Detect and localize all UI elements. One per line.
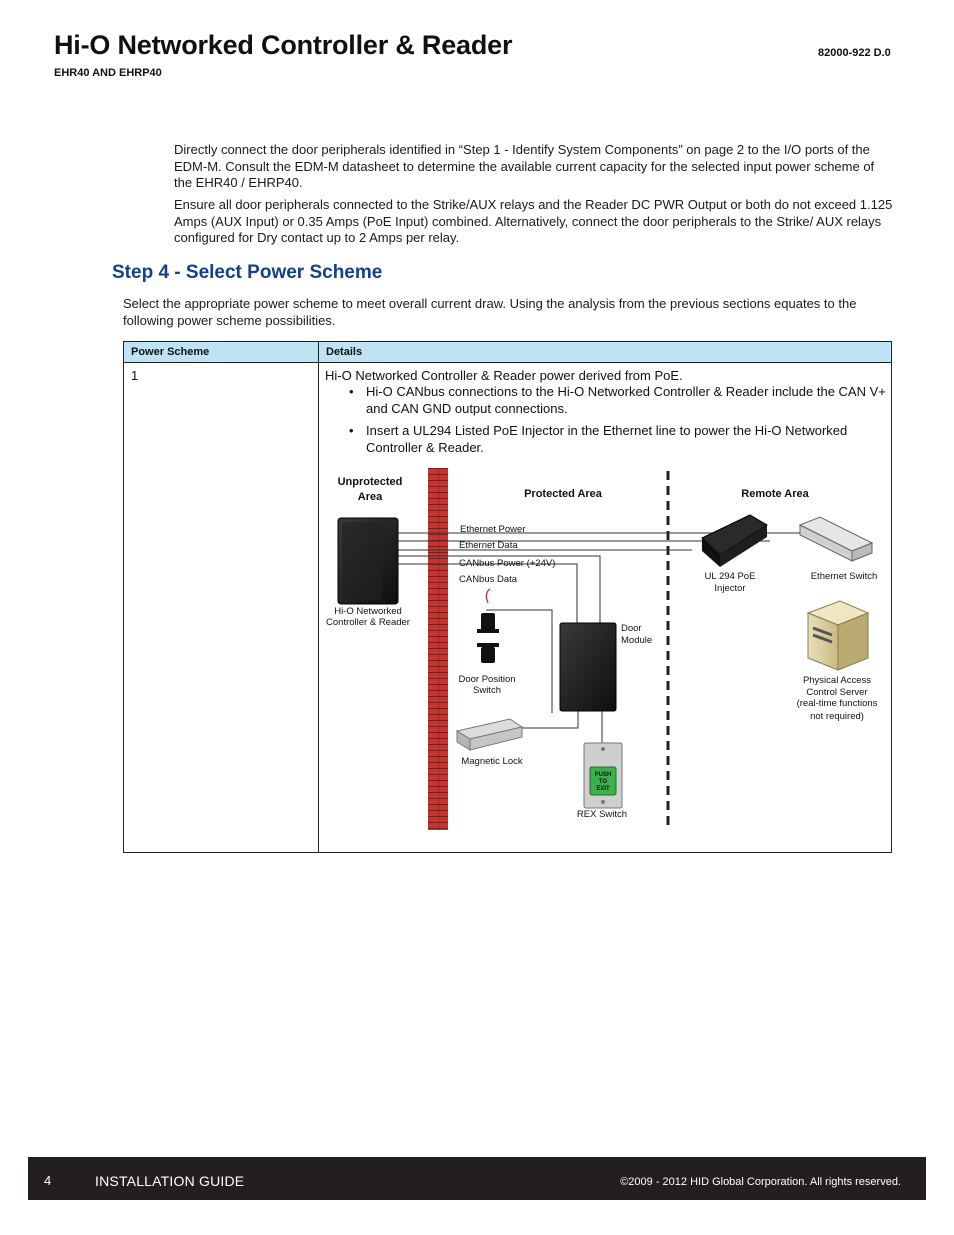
area-label-unprotected: Area: [357, 491, 383, 503]
copyright-text: ©2009 - 2012 HID Global Corporation. All rights reserved.: [620, 1176, 901, 1188]
server-label: not required): [810, 711, 864, 722]
rex-label: REX Switch: [576, 809, 628, 820]
server-device: [808, 601, 868, 670]
wire-label-canbus-data: CANbus Data: [459, 574, 518, 585]
reader-label: Controller & Reader: [326, 617, 410, 628]
poe-injector-device: [702, 515, 767, 567]
wire-label-ethernet-power: Ethernet Power: [460, 524, 526, 535]
dps-label: Door Position: [458, 674, 516, 685]
magnetic-lock-device: [457, 719, 522, 750]
area-label-unprotected: Unprotected: [337, 476, 403, 488]
column-header-details: Details: [326, 346, 363, 358]
area-label-remote: Remote Area: [741, 488, 809, 500]
wiring-diagram: [320, 463, 890, 838]
reader-device: [338, 518, 398, 604]
bullet-text: Hi-O CANbus connections to the Hi-O Networked Controller & Reader include the CAN V+ and CAN GND output connections.: [366, 384, 886, 416]
power-scheme-paragraph: Select the appropriate power scheme to meet overall current draw. Using the analysis from the previous sections equates to the following power scheme possibilities.: [123, 296, 857, 328]
rex-button-label: EXIT: [596, 786, 610, 792]
ethernet-switch-device: [800, 517, 872, 561]
page-title: Hi-O Networked Controller & Reader: [54, 30, 513, 60]
dps-label: Switch: [473, 685, 501, 696]
wall-graphic: [428, 468, 448, 830]
injector-label: Injector: [714, 583, 746, 594]
door-position-switch-device: [477, 589, 499, 663]
step-heading: Step 4 - Select Power Scheme: [112, 262, 383, 283]
guide-label: INSTALLATION GUIDE: [95, 1173, 245, 1189]
bullet-text: Insert a UL294 Listed PoE Injector in the Ethernet line to power the Hi-O Networked Controller & Reader.: [366, 423, 848, 455]
door-module-label: Module: [621, 635, 653, 646]
reader-label: Hi-O Networked: [334, 606, 402, 617]
rex-button-label: TO: [598, 779, 608, 785]
current-limit-paragraph: Ensure all door peripherals connected to the Strike/AUX relays and the Reader DC PWR Output or both do not exceed 1.125 Amps (AUX Input) or 0.35 Amps (PoE Input) combined. Alternatively, connect the door peripherals to the Strike/ AUX relays configured for Dry contact up to 2 Amps per relay.: [174, 197, 893, 245]
page-number: 4: [44, 1173, 52, 1188]
page-subtitle: EHR40 AND EHRP40: [54, 67, 162, 79]
area-label-protected: Protected Area: [524, 488, 602, 500]
bullet-icon: •: [349, 384, 354, 399]
server-label: (real-time functions: [796, 698, 878, 709]
intro-paragraph: Directly connect the door peripherals identified in “Step 1 - Identify System Components” on page 2 to the I/O ports of the EDM-M. Consult the EDM-M datasheet to determine the available current capacity for the selected input power scheme of the EHR40 / EHRP40.: [174, 142, 875, 190]
column-divider: [318, 342, 319, 852]
bullet-icon: •: [349, 423, 354, 438]
document-number: 82000-922 D.0: [818, 47, 891, 59]
server-label: Physical Access: [802, 675, 872, 686]
maglock-label: Magnetic Lock: [461, 756, 523, 767]
table-header: [124, 342, 891, 363]
switch-label: Ethernet Switch: [810, 571, 878, 582]
injector-label: UL 294 PoE: [704, 571, 756, 582]
door-module-label: Door: [621, 623, 642, 634]
column-header-power-scheme: Power Scheme: [131, 346, 210, 358]
server-label: Control Server: [806, 687, 868, 698]
wire-label-canbus-power: CANbus Power (+24V): [459, 558, 556, 569]
table-cell-details: Hi-O Networked Controller & Reader power derived from PoE.: [325, 368, 683, 383]
wire-label-ethernet-data: Ethernet Data: [459, 540, 518, 551]
page-footer: [28, 1157, 926, 1200]
rex-button-label: PUSH: [594, 772, 612, 778]
door-module-device: [560, 623, 616, 711]
table-cell-scheme: 1: [131, 368, 139, 383]
